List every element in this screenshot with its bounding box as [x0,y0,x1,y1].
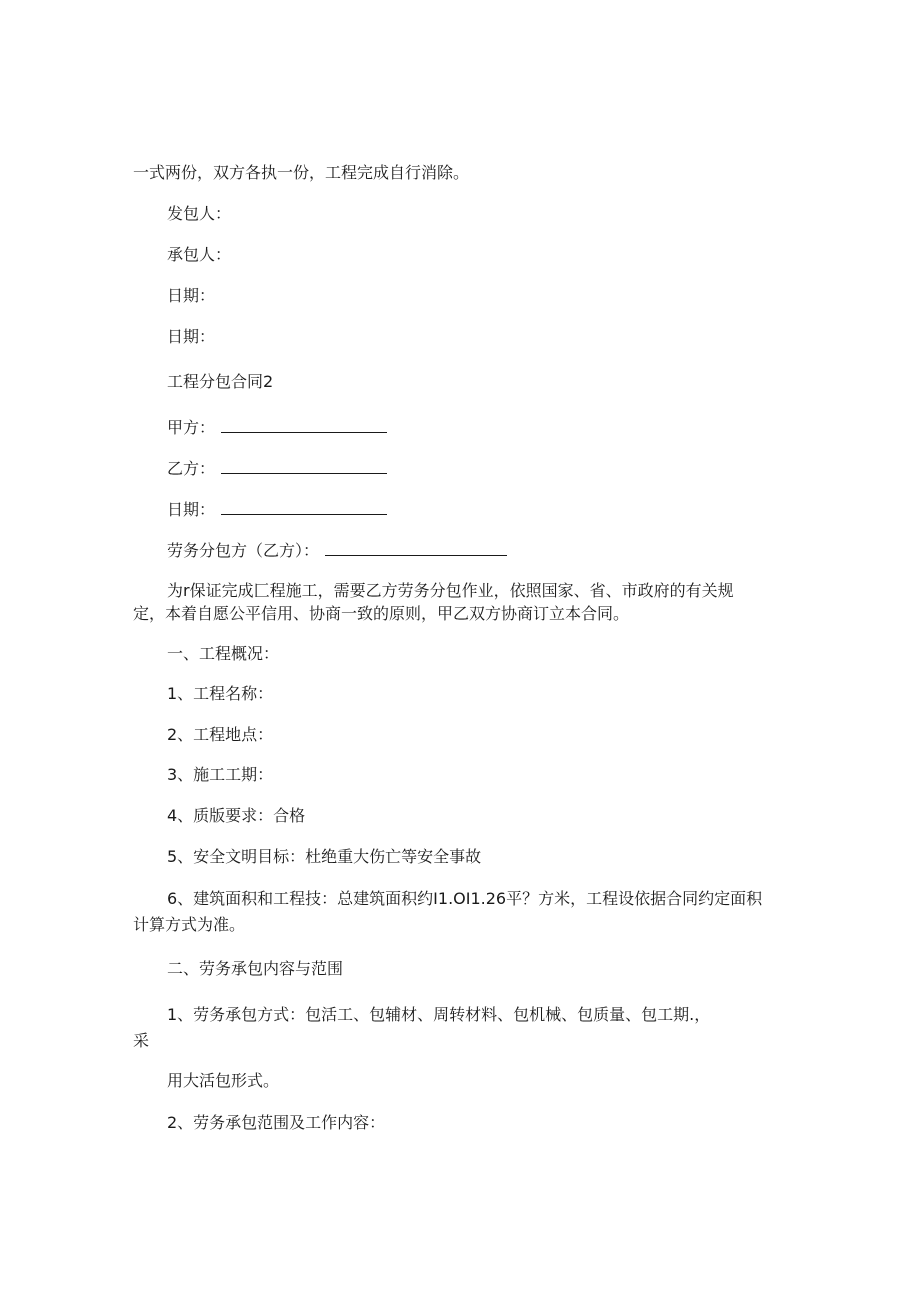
party-a-label: 甲方： [167,418,216,437]
section-2-item-2: 2、劳务承包范围及工作内容： [167,1113,386,1132]
party-b-label: 乙方： [167,459,216,478]
party-b-blank [221,457,387,474]
labor-sub-blank [325,539,507,556]
closing-line: 一式两份，双方各执一份，工程完成自行消除。 [133,163,470,182]
section-1-item-4: 4、质版要求：合格 [167,806,306,825]
date-row-3 [167,498,387,521]
labor-sub-row [167,539,507,562]
section-1-item-1: 1、工程名称： [167,684,274,703]
section-2-item-1-line-2: 采 [133,1031,150,1050]
section-1-item-6-line-1: 6、建筑面积和工程技：总建筑面积约I1.OI1.26平？方米，工程设依据合同约定面积 [167,889,763,908]
date-blank-3 [221,498,387,515]
contract-title: 工程分包合同2 [167,372,274,391]
labor-sub-label: 劳务分包方（乙方）： [167,541,320,560]
section-2-item-1-line-3: 用大活包形式。 [167,1071,280,1090]
date-label-3: 日期： [167,500,216,519]
party-a-row [167,416,387,439]
date-label-2: 日期： [167,327,216,346]
section-2-heading: 二、劳务承包内容与范围 [167,959,344,978]
party-b-row [167,457,387,480]
party-a-blank [221,416,387,433]
intro-line-1: 为r保证完成匚程施工，需要乙方劳务分包作业，依照国家、省、市政府的有关规 [167,581,734,600]
intro-line-2: 定，本着自愿公平信用、协商一致的原则，甲乙双方协商订立本合同。 [133,604,630,623]
section-2-item-1-line-1: 1、劳务承包方式：包活工、包辅材、周转材料、包机械、包质量、包工期.， [167,1005,711,1024]
section-1-item-5: 5、安全文明目标：杜绝重大伤亡等安全事故 [167,847,482,866]
section-1-item-2: 2、工程地点： [167,725,274,744]
issuer-label: 发包人： [167,204,232,223]
section-1-heading: 一、工程概况： [167,644,280,663]
section-1-item-3: 3、施工工期： [167,765,274,784]
contractor-label: 承包人： [167,245,232,264]
section-1-item-6-line-2: 计算方式为准。 [133,915,246,934]
date-label-1: 日期： [167,286,216,305]
